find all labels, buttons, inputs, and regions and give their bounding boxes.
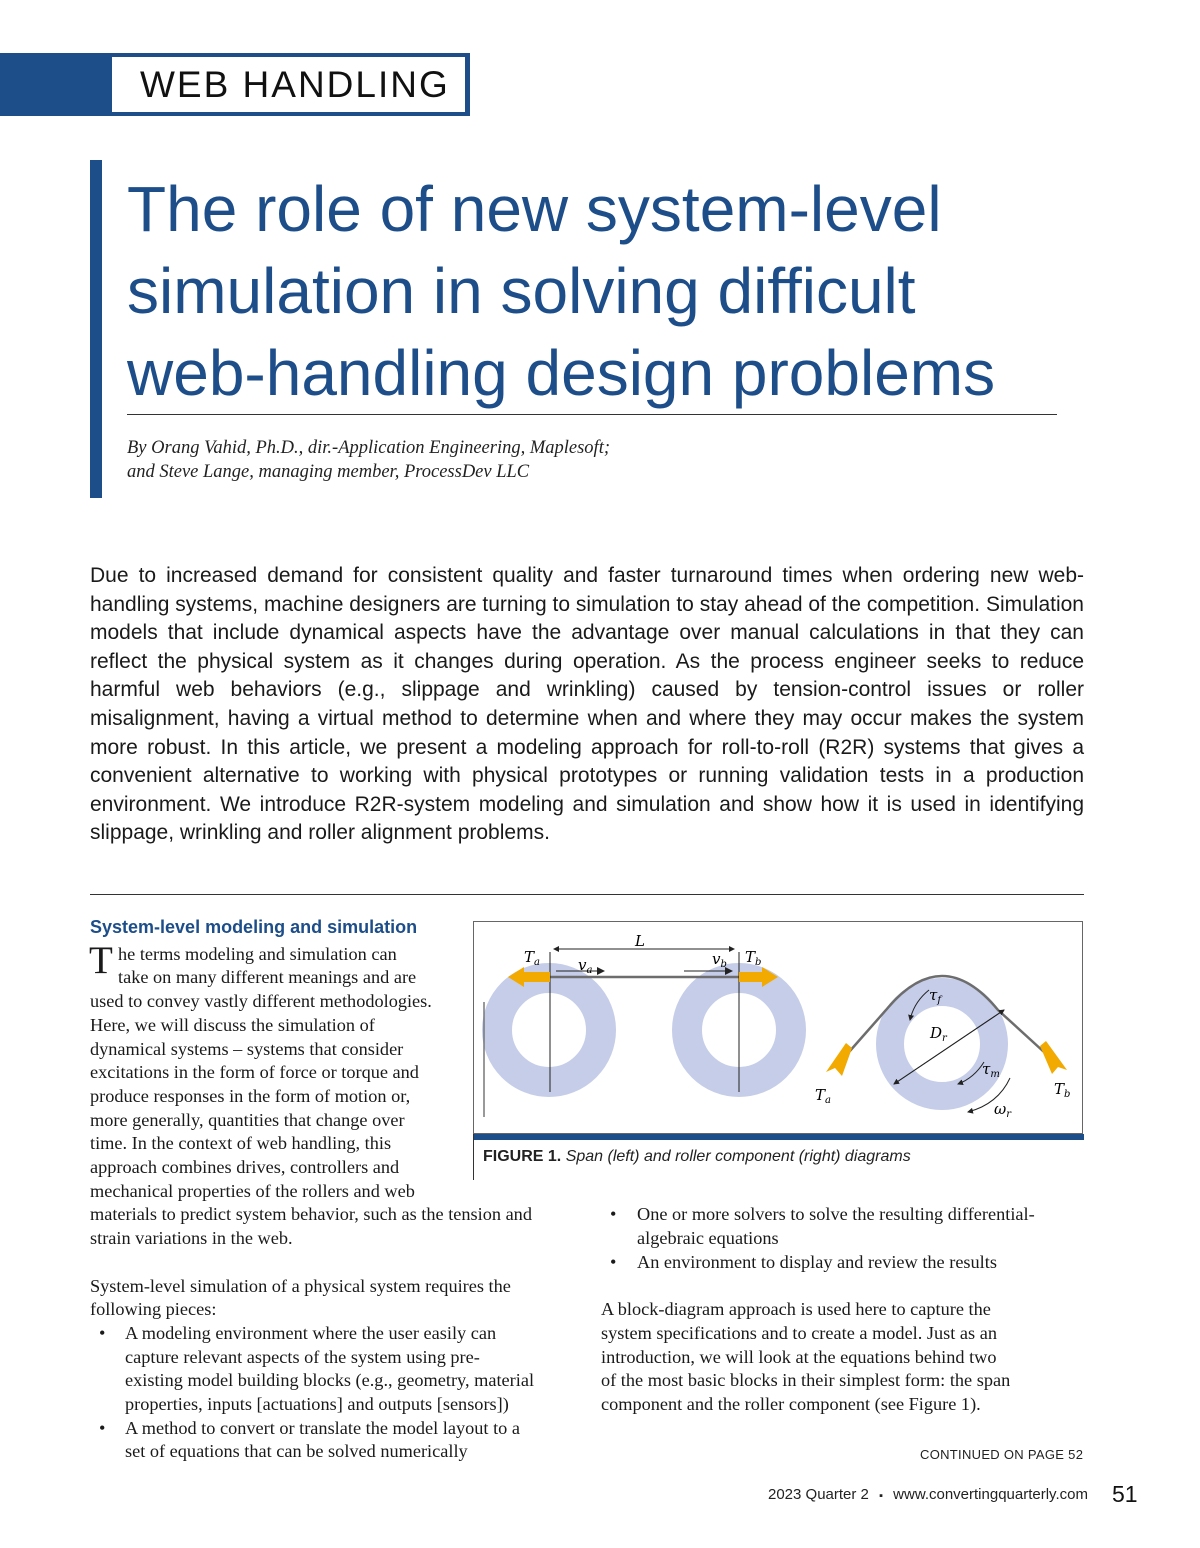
title-line: web-handling design problems: [127, 337, 996, 409]
bullet-line: algebraic equations: [637, 1228, 779, 1248]
body-line: of the most basic blocks in their simplest form: the span: [601, 1370, 1011, 1390]
bullet-marker: •: [99, 1323, 106, 1343]
body-line: used to convey vastly different methodologies.: [90, 991, 432, 1011]
figure-bottom-bar: [473, 1134, 1084, 1140]
label-Dr: $D_r$: [930, 1024, 947, 1044]
title-accent-bar: [90, 160, 102, 498]
label-va: $v_a$: [578, 956, 593, 976]
bullet-line: A method to convert or translate the model layout to a: [125, 1418, 520, 1438]
body-line: mechanical properties of the rollers and web: [90, 1181, 415, 1201]
body-line: take on many different meanings and are: [118, 967, 417, 987]
bullet-marker: •: [610, 1252, 617, 1272]
body-line: produce responses in the form of motion or,: [90, 1086, 411, 1106]
body-line: strain variations in the web.: [90, 1228, 293, 1248]
bullet-marker: •: [99, 1418, 106, 1438]
body-line: dynamical systems – systems that consider: [90, 1039, 404, 1059]
byline-line: and Steve Lange, managing member, ProcessDev LLC: [127, 462, 530, 482]
body-line: time. In the context of web handling, this: [90, 1133, 392, 1153]
title-line: The role of new system-level: [127, 173, 942, 245]
label-Tb: $T_b$: [745, 948, 762, 968]
title-line: simulation in solving difficult: [127, 255, 916, 327]
continued-note: CONTINUED ON PAGE 52: [920, 1447, 1084, 1462]
figure-1: [473, 921, 1083, 1134]
roller-body: [890, 992, 994, 1096]
body-line: following pieces:: [90, 1299, 217, 1319]
bullet-line: set of equations that can be solved numerically: [125, 1441, 468, 1461]
label-vb: $v_b$: [712, 950, 727, 970]
issue-label: 2023 Quarter 2: [768, 1486, 869, 1503]
title-divider: [127, 414, 1057, 415]
body-line: system specifications and to create a model. Just as an: [601, 1323, 997, 1343]
byline-line: By Orang Vahid, Ph.D., dir.-Application Engineering, Maplesoft;: [127, 438, 610, 458]
bullet-line: properties, inputs [actuations] and outputs [sensors]): [125, 1394, 509, 1414]
page-footer: [768, 1486, 1088, 1503]
caption-rule: [473, 1134, 474, 1180]
label-roller-Tb: $T_b$: [1054, 1080, 1071, 1100]
figure-diagram: [474, 922, 1082, 1133]
roller-tension-b-arrow: [1040, 1041, 1067, 1074]
bullet-line: existing model building blocks (e.g., geometry, material: [125, 1370, 535, 1390]
label-Ta: $T_a$: [524, 948, 540, 968]
figure-caption: [483, 1148, 911, 1166]
body-line: introduction, we will look at the equations behind two: [601, 1347, 997, 1367]
article-title: [127, 168, 1087, 414]
section-heading: System-level modeling and simulation: [90, 917, 418, 937]
body-line: Here, we will discuss the simulation of: [90, 1015, 375, 1035]
roller-a: [497, 978, 601, 1082]
body-line: approach combines drives, controllers and: [90, 1157, 400, 1177]
caption-label: FIGURE 1.: [483, 1148, 562, 1165]
span-diagram: [484, 932, 791, 1117]
bullet-line: One or more solvers to solve the resulting differential-: [637, 1204, 1035, 1224]
roller-tension-a-arrow: [826, 1043, 852, 1076]
section-label: WEB HANDLING: [140, 64, 450, 105]
body-line: component and the roller component (see Figure 1).: [601, 1394, 981, 1414]
bullet-line: capture relevant aspects of the system using pre-: [125, 1347, 480, 1367]
intro-divider: [90, 894, 1084, 895]
page-number: 51: [1112, 1481, 1138, 1507]
bullet-marker: •: [610, 1204, 617, 1224]
body-line: he terms modeling and simulation can: [118, 944, 397, 964]
roller-diagram: [815, 976, 1070, 1120]
label-omega-r: $\omega_r$: [994, 1100, 1012, 1120]
byline: [127, 436, 1027, 484]
drop-cap: T: [89, 939, 113, 982]
caption-text: Span (left) and roller component (right) diagrams: [565, 1148, 911, 1165]
body-line: A block-diagram approach is used here to capture the: [601, 1299, 991, 1319]
label-roller-Ta: $T_a$: [815, 1086, 831, 1106]
body-line: System-level simulation of a physical system requires the: [90, 1276, 511, 1296]
intro-paragraph: Due to increased demand for consistent quality and faster turnaround times when ordering new web-handling systems, machine designers are turning to simulation to stay ahead of the competition. Simulation models that include dynamical aspects have the advantage over manual calculations in that they can reflect the physical system as it changes during operation. As the process engineer seeks to reduce harmful web behaviors (e.g., slippage and wrinkling) caused by tension-control issues or roller misalignment, having a virtual method to determine when and where they may occur makes the system more robust. In this article, we present a modeling approach for roll-to-roll (R2R) systems that gives a convenient alternative to working with physical prototypes or running validation tests in a production environment. We introduce R2R-system modeling and simulation and show how it is used in identifying slippage, wrinkling and roller alignment problems.: [90, 564, 1084, 845]
bullet-line: A modeling environment where the user easily can: [125, 1323, 497, 1343]
body-line: excitations in the form of force or torque and: [90, 1062, 419, 1082]
body-line: materials to predict system behavior, such as the tension and: [90, 1204, 532, 1224]
label-L: L: [635, 932, 645, 950]
label-tau-f: $\tau_f$: [929, 986, 942, 1006]
body-line: more generally, quantities that change over: [90, 1110, 405, 1130]
footer-separator: ▪: [879, 1490, 883, 1502]
label-tau-m: $\tau_m$: [982, 1060, 1000, 1080]
bullet-line: An environment to display and review the results: [637, 1252, 997, 1272]
website-link[interactable]: www.convertingquarterly.com: [893, 1486, 1088, 1503]
